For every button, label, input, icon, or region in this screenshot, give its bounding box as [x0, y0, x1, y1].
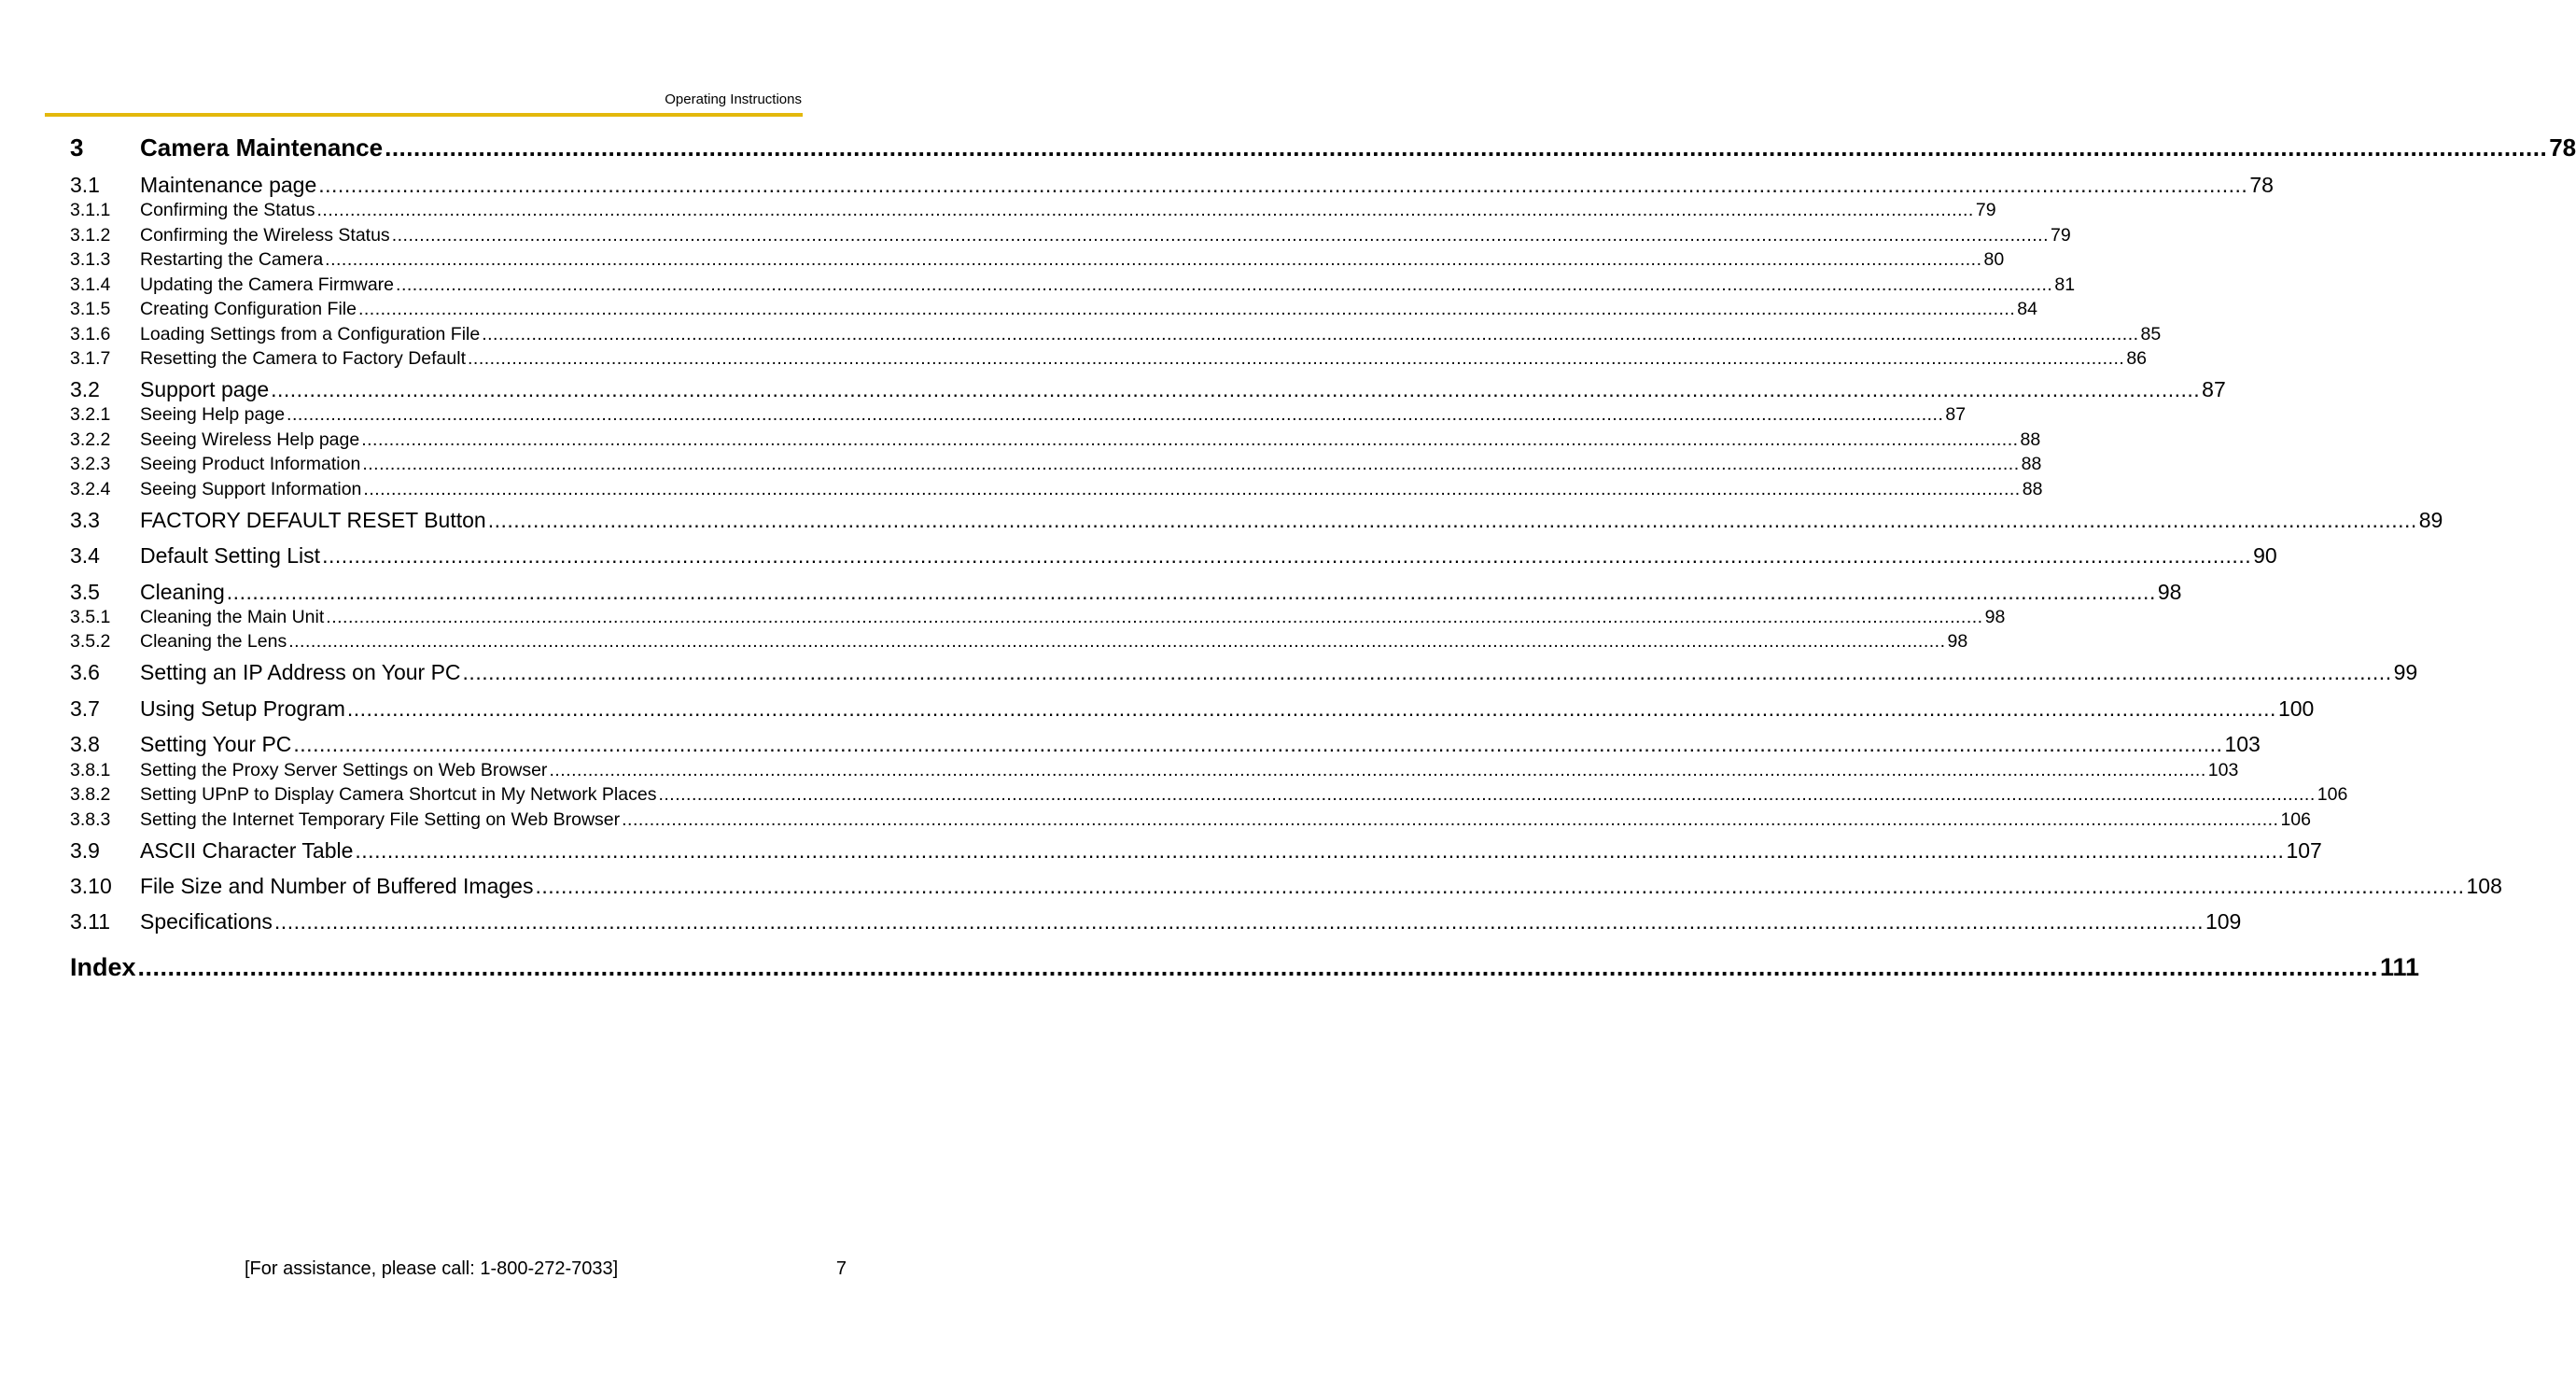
toc-entry[interactable]	[70, 173, 2274, 198]
entry-number: 3.9	[70, 838, 100, 863]
entry-page: 98	[1984, 607, 2006, 627]
entry-number: 3.7	[70, 696, 100, 721]
dot-leader: ............................................................................................................................................................................................................................................................................................................	[462, 660, 2392, 684]
entry-title: Setting Your PC	[140, 732, 292, 756]
entry-number: 3.8.3	[70, 809, 111, 830]
entry-number: 3.1.4	[70, 274, 111, 295]
toc-entry[interactable]	[70, 760, 2239, 781]
entry-title: Cleaning	[140, 580, 225, 604]
entry-page: 87	[2202, 377, 2226, 401]
entry-number: 3.2.4	[70, 479, 111, 499]
entry-page: 81	[2054, 274, 2076, 295]
entry-number: 3.1.6	[70, 324, 111, 344]
entry-page: 103	[2224, 732, 2261, 756]
entry-number: 3.2	[70, 377, 100, 401]
entry-page: 107	[2286, 838, 2322, 863]
running-header: Operating Instructions	[665, 91, 802, 107]
dot-leader: ............................................................................................................................................................................................................................................................................................................	[363, 479, 2021, 499]
entry-title: Using Setup Program	[140, 696, 345, 721]
entry-page: 88	[2021, 454, 2042, 474]
dot-leader: ............................................................................................................................................................................................................................................................................................................	[316, 200, 1974, 220]
dot-leader: ............................................................................................................................................................................................................................................................................................................	[487, 508, 2417, 532]
entry-title: Seeing Wireless Help page	[140, 429, 360, 450]
toc-entry[interactable]	[70, 607, 2006, 628]
entry-title: Seeing Help page	[140, 404, 286, 425]
toc-entry[interactable]	[70, 479, 2043, 500]
entry-number: 3.2.2	[70, 429, 111, 450]
entry-title: Index	[70, 953, 136, 981]
entry-page: 90	[2253, 543, 2277, 568]
entry-page: 78	[2549, 133, 2576, 162]
dot-leader: ............................................................................................................................................................................................................................................................................................................	[271, 377, 2201, 401]
dot-leader: ............................................................................................................................................................................................................................................................................................................	[326, 607, 1983, 627]
toc-entry[interactable]	[70, 784, 2348, 806]
entry-number: 3.11	[70, 909, 111, 934]
entry-page: 86	[2126, 348, 2148, 369]
dot-leader: ............................................................................................................................................................................................................................................................................................................	[318, 173, 2248, 197]
toc-entry[interactable]	[70, 429, 2041, 451]
toc-entry[interactable]	[70, 133, 2576, 162]
toc-entry[interactable]	[70, 249, 2005, 271]
toc-entry[interactable]	[70, 660, 2418, 685]
entry-title: ASCII Character Table	[140, 838, 354, 863]
entry-page: 100	[2277, 696, 2315, 721]
entry-number: 3.1.7	[70, 348, 111, 369]
dot-leader: ............................................................................................................................................................................................................................................................................................................	[137, 953, 2378, 981]
entry-page: 109	[2205, 909, 2242, 934]
toc-entry[interactable]	[70, 274, 2076, 296]
entry-title: FACTORY DEFAULT RESET Button	[140, 508, 486, 532]
toc-entry[interactable]	[70, 696, 2315, 722]
entry-page: 99	[2393, 660, 2418, 684]
toc-entry[interactable]	[70, 200, 1996, 221]
dot-leader: ............................................................................................................................................................................................................................................................................................................	[273, 909, 2204, 934]
entry-number: 3.2.3	[70, 454, 111, 474]
entry-page: 111	[2379, 953, 2420, 981]
toc-entry[interactable]	[70, 631, 1968, 653]
dot-leader: ............................................................................................................................................................................................................................................................................................................	[658, 784, 2316, 805]
dot-leader: ............................................................................................................................................................................................................................................................................................................	[535, 874, 2465, 898]
entry-title: File Size and Number of Buffered Images	[140, 874, 534, 898]
toc-entry[interactable]	[70, 874, 2502, 899]
dot-leader: ............................................................................................................................................................................................................................................................................................................	[322, 543, 2252, 568]
entry-number: 3.8.1	[70, 760, 111, 780]
entry-title: Setting an IP Address on Your PC	[140, 660, 461, 684]
entry-number: 3.3	[70, 508, 100, 532]
entry-page: 88	[2022, 479, 2043, 499]
toc-entry[interactable]	[70, 732, 2261, 757]
entry-title: Updating the Camera Firmware	[140, 274, 395, 295]
entry-title: Camera Maintenance	[140, 133, 384, 162]
dot-leader: ............................................................................................................................................................................................................................................................................................................	[346, 696, 2276, 721]
entry-title: Seeing Product Information	[140, 454, 361, 474]
entry-page: 79	[2051, 225, 2071, 246]
entry-page: 85	[2140, 324, 2162, 344]
toc-entry[interactable]	[70, 909, 2242, 934]
toc-entry[interactable]	[70, 348, 2148, 370]
dot-leader: ............................................................................................................................................................................................................................................................................................................	[357, 299, 2016, 319]
dot-leader: ............................................................................................................................................................................................................................................................................................................	[549, 760, 2206, 780]
entry-page: 79	[1975, 200, 1996, 220]
toc-entry[interactable]	[70, 299, 2037, 320]
dot-leader: ............................................................................................................................................................................................................................................................................................................	[362, 454, 2020, 474]
dot-leader: ............................................................................................................................................................................................................................................................................................................	[287, 404, 1944, 425]
dot-leader: ............................................................................................................................................................................................................................................................................................................	[396, 274, 2053, 295]
entry-page: 87	[1945, 404, 1967, 425]
header-rule	[45, 113, 803, 117]
entry-title: Restarting the Camera	[140, 249, 324, 270]
entry-title: Creating Configuration File	[140, 299, 357, 319]
entry-page: 108	[2466, 874, 2502, 898]
entry-number: 3.8	[70, 732, 100, 756]
entry-number: 3.1.1	[70, 200, 111, 220]
entry-page: 98	[1947, 631, 1968, 652]
entry-page: 103	[2207, 760, 2239, 780]
entry-title: Specifications	[140, 909, 273, 934]
entry-title: Confirming the Wireless Status	[140, 225, 390, 246]
toc-entry[interactable]	[70, 809, 2311, 831]
entry-title: Cleaning the Lens	[140, 631, 287, 652]
entry-title: Maintenance page	[140, 173, 317, 197]
entry-title: Seeing Support Information	[140, 479, 362, 499]
entry-page: 89	[2418, 508, 2443, 532]
toc-entry[interactable]	[70, 543, 2277, 569]
dot-leader: ............................................................................................................................................................................................................................................................................................................	[355, 838, 2285, 863]
entry-number: 3.8.2	[70, 784, 111, 805]
entry-number: 3.5.2	[70, 631, 111, 652]
toc-entry[interactable]	[70, 404, 1967, 426]
entry-title: Setting the Proxy Server Settings on Web Browser	[140, 760, 548, 780]
entry-title: Default Setting List	[140, 543, 321, 568]
entry-title: Support page	[140, 377, 270, 401]
toc-entry[interactable]	[70, 225, 2071, 246]
entry-page: 88	[2020, 429, 2041, 450]
dot-leader: ............................................................................................................................................................................................................................................................................................................	[622, 809, 2279, 830]
toc-entry-index[interactable]	[70, 953, 2420, 982]
entry-page: 78	[2249, 173, 2274, 197]
entry-title: Resetting the Camera to Factory Default	[140, 348, 466, 369]
dot-leader: ............................................................................................................................................................................................................................................................................................................	[288, 631, 1946, 652]
entry-number: 3.2.1	[70, 404, 111, 425]
assistance-footer: [For assistance, please call: 1-800-272-7033]	[245, 1258, 619, 1279]
entry-number: 3	[70, 133, 84, 162]
entry-page: 80	[1983, 249, 2005, 270]
entry-page: 98	[2157, 580, 2182, 604]
entry-number: 3.1.2	[70, 225, 111, 246]
toc-entry[interactable]	[70, 454, 2042, 475]
entry-number: 3.10	[70, 874, 112, 898]
entry-title: Cleaning the Main Unit	[140, 607, 325, 627]
entry-number: 3.4	[70, 543, 100, 568]
toc-entry[interactable]	[70, 838, 2322, 864]
toc-entry[interactable]	[70, 324, 2162, 345]
entry-title: Loading Settings from a Configuration File	[140, 324, 481, 344]
entry-title: Setting UPnP to Display Camera Shortcut in My Network Places	[140, 784, 657, 805]
entry-number: 3.1.3	[70, 249, 111, 270]
entry-number: 3.1.5	[70, 299, 111, 319]
toc-entry[interactable]	[70, 377, 2226, 402]
entry-page: 106	[2280, 809, 2311, 830]
entry-title: Confirming the Status	[140, 200, 315, 220]
dot-leader: ............................................................................................................................................................................................................................................................................................................	[468, 348, 2125, 369]
dot-leader: ............................................................................................................................................................................................................................................................................................................	[385, 133, 2548, 162]
entry-title: Setting the Internet Temporary File Setting on Web Browser	[140, 809, 621, 830]
dot-leader: ............................................................................................................................................................................................................................................................................................................	[482, 324, 2139, 344]
entry-number: 3.6	[70, 660, 100, 684]
entry-page: 106	[2317, 784, 2348, 805]
entry-page: 84	[2017, 299, 2037, 319]
dot-leader: ............................................................................................................................................................................................................................................................................................................	[361, 429, 2019, 450]
entry-number: 3.5	[70, 580, 100, 604]
dot-leader: ............................................................................................................................................................................................................................................................................................................	[325, 249, 1982, 270]
entry-number: 3.1	[70, 173, 100, 197]
toc-entry[interactable]	[70, 580, 2182, 605]
dot-leader: ............................................................................................................................................................................................................................................................................................................	[226, 580, 2156, 604]
dot-leader: ............................................................................................................................................................................................................................................................................................................	[391, 225, 2050, 246]
toc-entry[interactable]	[70, 508, 2443, 533]
page-number: 7	[835, 1258, 847, 1279]
dot-leader: ............................................................................................................................................................................................................................................................................................................	[293, 732, 2223, 756]
entry-number: 3.5.1	[70, 607, 111, 627]
